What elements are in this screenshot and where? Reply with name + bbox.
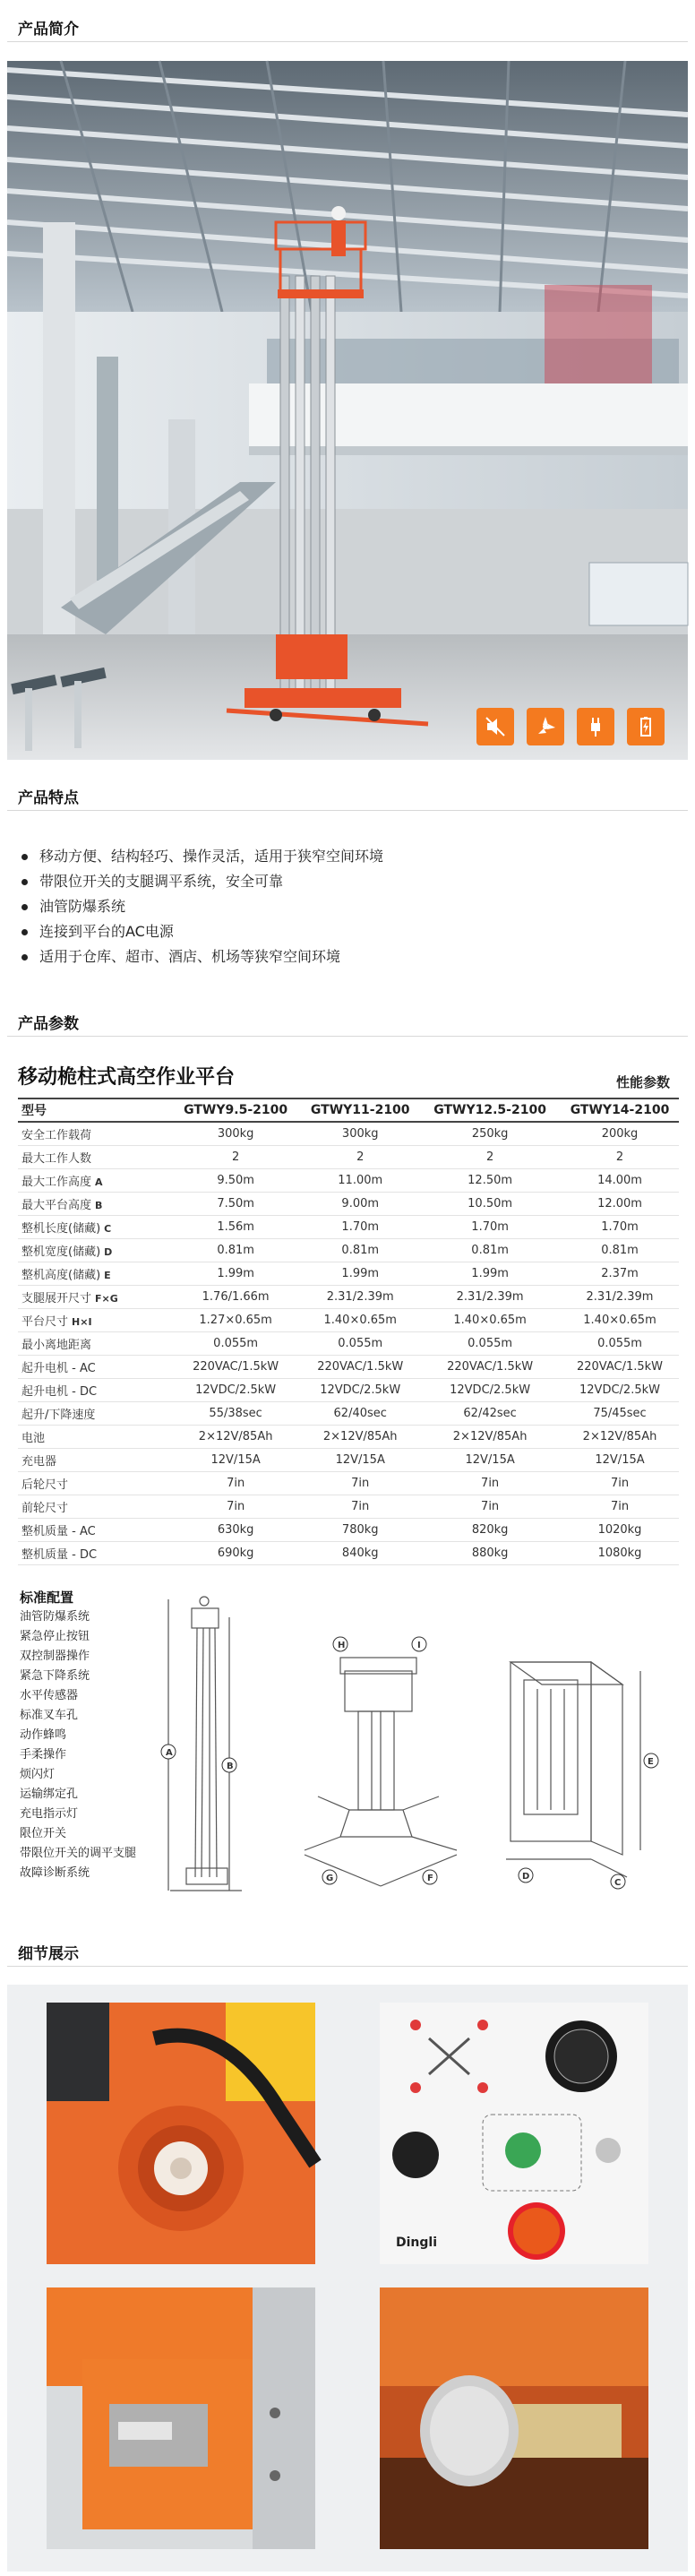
spec-value: 630kg bbox=[170, 1518, 297, 1541]
spec-value: 840kg bbox=[297, 1541, 419, 1564]
spec-value: 14.00m bbox=[557, 1168, 679, 1192]
dimension-marker: D bbox=[104, 1245, 113, 1258]
spec-value: 62/42sec bbox=[419, 1401, 557, 1425]
spec-value: 9.50m bbox=[170, 1168, 297, 1192]
table-row bbox=[18, 1331, 679, 1355]
spec-value: 1.99m bbox=[297, 1262, 419, 1285]
list-item: 移动方便、结构轻巧、操作灵活，适用于狭窄空间环境 bbox=[20, 844, 665, 869]
spec-value: 300kg bbox=[297, 1122, 419, 1145]
spec-value: 2.31/2.39m bbox=[297, 1285, 419, 1308]
spec-label-cell bbox=[18, 1145, 170, 1168]
spec-value: 2×12V/85Ah bbox=[170, 1425, 297, 1448]
diagram-label-d: D bbox=[522, 1872, 530, 1882]
column-header: GTWY11-2100 bbox=[297, 1098, 419, 1122]
dimension-diagrams bbox=[166, 1581, 681, 1922]
section-title: 产品参数 bbox=[18, 1015, 79, 1033]
column-header: GTWY14-2100 bbox=[557, 1098, 679, 1122]
spec-value: 12.50m bbox=[419, 1168, 557, 1192]
spec-label: 安全工作载荷 bbox=[21, 1128, 92, 1142]
spec-value: 1.40×0.65m bbox=[419, 1308, 557, 1331]
divider bbox=[7, 1966, 688, 1967]
dingli-logo: Dingli bbox=[396, 2236, 438, 2250]
diagram-label-h: H bbox=[338, 1641, 346, 1650]
spec-value: 220VAC/1.5kW bbox=[170, 1355, 297, 1378]
spec-value: 1020kg bbox=[557, 1518, 679, 1541]
column-header: 型号 bbox=[18, 1098, 170, 1122]
column-header: GTWY12.5-2100 bbox=[419, 1098, 557, 1122]
spec-value: 7in bbox=[297, 1495, 419, 1518]
spec-value: 1.76/1.66m bbox=[170, 1285, 297, 1308]
dimension-marker: H×I bbox=[72, 1315, 92, 1328]
section-title: 产品特点 bbox=[18, 789, 79, 807]
spec-value: 200kg bbox=[557, 1122, 679, 1145]
spec-label-cell bbox=[18, 1168, 170, 1192]
table-row bbox=[18, 1378, 679, 1401]
spec-value: 9.00m bbox=[297, 1192, 419, 1215]
dimension-marker: B bbox=[95, 1199, 103, 1211]
table-row bbox=[18, 1215, 679, 1238]
spec-value: 0.055m bbox=[297, 1331, 419, 1355]
spec-value: 690kg bbox=[170, 1541, 297, 1564]
spec-value: 2 bbox=[419, 1145, 557, 1168]
spec-label: 电池 bbox=[21, 1431, 46, 1445]
spec-value: 7in bbox=[557, 1495, 679, 1518]
spec-label: 整机高度(储藏) bbox=[21, 1268, 101, 1282]
list-item: 手柔操作 bbox=[20, 1748, 67, 1762]
list-item: 烦闪灯 bbox=[20, 1768, 56, 1781]
diagram-label-a: A bbox=[166, 1748, 173, 1758]
divider bbox=[7, 810, 688, 811]
detail-photo-junction-box bbox=[47, 2287, 315, 2549]
diagram-label-c: C bbox=[614, 1878, 622, 1888]
diagram-label-g: G bbox=[326, 1874, 334, 1883]
spec-label-cell bbox=[18, 1471, 170, 1495]
spec-value: 7in bbox=[557, 1471, 679, 1495]
spec-value: 0.81m bbox=[557, 1238, 679, 1262]
section-header-params bbox=[0, 1005, 695, 1038]
spec-label-cell bbox=[18, 1122, 170, 1145]
spec-label: 最大工作高度 bbox=[21, 1175, 92, 1189]
table-row bbox=[18, 1308, 679, 1331]
table-row bbox=[18, 1448, 679, 1471]
spec-value: 1.40×0.65m bbox=[297, 1308, 419, 1331]
spec-label: 起升电机 - DC bbox=[21, 1384, 98, 1399]
spec-value: 7.50m bbox=[170, 1192, 297, 1215]
spec-value: 1.56m bbox=[170, 1215, 297, 1238]
spec-label-cell bbox=[18, 1401, 170, 1425]
standard-config-title: 标准配置 bbox=[20, 1590, 74, 1606]
list-item: 连接到平台的AC电源 bbox=[20, 919, 665, 944]
table-row bbox=[18, 1541, 679, 1564]
diagram-label-f: F bbox=[427, 1874, 433, 1883]
spec-label: 整机质量 - DC bbox=[21, 1547, 98, 1562]
spec-table bbox=[18, 1098, 679, 1565]
mute-icon bbox=[476, 708, 514, 745]
table-row bbox=[18, 1238, 679, 1262]
spec-value: 2 bbox=[297, 1145, 419, 1168]
spec-value: 780kg bbox=[297, 1518, 419, 1541]
battery-icon bbox=[627, 708, 665, 745]
standard-config bbox=[20, 1588, 181, 1883]
section-header-intro bbox=[0, 11, 695, 43]
spec-label-cell bbox=[18, 1215, 170, 1238]
table-row bbox=[18, 1122, 679, 1145]
diagram-label-e: E bbox=[648, 1757, 654, 1767]
spec-value: 10.50m bbox=[419, 1192, 557, 1215]
section-header-features bbox=[0, 780, 695, 812]
spec-value: 250kg bbox=[419, 1122, 557, 1145]
spec-label-cell bbox=[18, 1285, 170, 1308]
spec-value: 12.00m bbox=[557, 1192, 679, 1215]
table-row bbox=[18, 1168, 679, 1192]
spec-value: 0.81m bbox=[419, 1238, 557, 1262]
spec-label-cell bbox=[18, 1518, 170, 1541]
spec-label: 后轮尺寸 bbox=[21, 1478, 69, 1492]
list-item: 带限位开关的调平支腿 bbox=[20, 1847, 137, 1860]
spec-label-cell bbox=[18, 1448, 170, 1471]
spec-value: 1.70m bbox=[419, 1215, 557, 1238]
spec-value: 820kg bbox=[419, 1518, 557, 1541]
spec-value: 7in bbox=[170, 1471, 297, 1495]
spec-value: 2.31/2.39m bbox=[419, 1285, 557, 1308]
spec-value: 7in bbox=[297, 1471, 419, 1495]
params-title: 移动桅柱式高空作业平台 bbox=[18, 1066, 236, 1089]
list-item: 双控制器操作 bbox=[20, 1650, 90, 1663]
spec-label: 最大平台高度 bbox=[21, 1198, 92, 1212]
divider bbox=[7, 1036, 688, 1037]
spec-value: 0.055m bbox=[170, 1331, 297, 1355]
table-header-row bbox=[18, 1098, 679, 1122]
list-item: 油管防爆系统 bbox=[20, 1610, 90, 1624]
spec-value: 75/45sec bbox=[557, 1401, 679, 1425]
mall-scene bbox=[7, 61, 688, 760]
detail-photo-leveling-leg bbox=[380, 2287, 648, 2549]
spec-value: 7in bbox=[170, 1495, 297, 1518]
spec-value: 0.81m bbox=[170, 1238, 297, 1262]
list-item: 水平传感器 bbox=[20, 1689, 79, 1702]
spec-value: 1.40×0.65m bbox=[557, 1308, 679, 1331]
spec-label: 整机质量 - AC bbox=[21, 1524, 96, 1538]
dimension-marker: E bbox=[104, 1269, 111, 1281]
perf-label: 性能参数 bbox=[616, 1074, 671, 1090]
spec-label: 最小离地距离 bbox=[21, 1338, 92, 1352]
spec-value: 0.055m bbox=[419, 1331, 557, 1355]
spec-value: 1.99m bbox=[419, 1262, 557, 1285]
spec-label-cell bbox=[18, 1495, 170, 1518]
table-row bbox=[18, 1192, 679, 1215]
spec-value: 12V/15A bbox=[557, 1448, 679, 1471]
spec-value: 1.99m bbox=[170, 1262, 297, 1285]
fan-icon bbox=[527, 708, 564, 745]
spec-value: 12VDC/2.5kW bbox=[170, 1378, 297, 1401]
spec-label: 支腿展开尺寸 bbox=[21, 1291, 92, 1305]
list-item: 动作蜂鸣 bbox=[20, 1728, 67, 1742]
spec-value: 7in bbox=[419, 1495, 557, 1518]
spec-label: 最大工作人数 bbox=[21, 1151, 92, 1166]
spec-label: 整机长度(储藏) bbox=[21, 1221, 101, 1236]
spec-value: 880kg bbox=[419, 1541, 557, 1564]
spec-value: 12VDC/2.5kW bbox=[297, 1378, 419, 1401]
table-row bbox=[18, 1355, 679, 1378]
diagram-label-b: B bbox=[227, 1762, 234, 1771]
spec-value: 2.37m bbox=[557, 1262, 679, 1285]
diagram-svg bbox=[166, 1581, 681, 1922]
table-row bbox=[18, 1262, 679, 1285]
list-item: 标准叉车孔 bbox=[20, 1709, 79, 1722]
spec-value: 2.31/2.39m bbox=[557, 1285, 679, 1308]
table-row bbox=[18, 1518, 679, 1541]
spec-value: 2×12V/85Ah bbox=[557, 1425, 679, 1448]
spec-value: 0.055m bbox=[557, 1331, 679, 1355]
spec-value: 220VAC/1.5kW bbox=[557, 1355, 679, 1378]
spec-label-cell bbox=[18, 1238, 170, 1262]
spec-value: 55/38sec bbox=[170, 1401, 297, 1425]
spec-label-cell bbox=[18, 1331, 170, 1355]
table-row bbox=[18, 1471, 679, 1495]
spec-label-cell bbox=[18, 1355, 170, 1378]
spec-value: 1.27×0.65m bbox=[170, 1308, 297, 1331]
spec-label: 平台尺寸 bbox=[21, 1314, 69, 1329]
feature-list bbox=[20, 844, 665, 969]
spec-value: 12VDC/2.5kW bbox=[557, 1378, 679, 1401]
spec-value: 1080kg bbox=[557, 1541, 679, 1564]
spec-value: 220VAC/1.5kW bbox=[297, 1355, 419, 1378]
spec-value: 1.70m bbox=[297, 1215, 419, 1238]
spec-label: 起升/下降速度 bbox=[21, 1408, 96, 1422]
spec-label-cell bbox=[18, 1425, 170, 1448]
spec-value: 1.70m bbox=[557, 1215, 679, 1238]
spec-value: 62/40sec bbox=[297, 1401, 419, 1425]
list-item: 油管防爆系统 bbox=[20, 894, 665, 919]
list-item: 紧急停止按钮 bbox=[20, 1630, 90, 1643]
spec-value: 300kg bbox=[170, 1122, 297, 1145]
diagram-label-i: I bbox=[417, 1641, 421, 1650]
list-item: 运输绑定孔 bbox=[20, 1788, 79, 1801]
dimension-marker: C bbox=[104, 1222, 112, 1235]
section-header-details bbox=[0, 1935, 695, 1968]
table-row bbox=[18, 1285, 679, 1308]
spec-label-cell bbox=[18, 1378, 170, 1401]
spec-label: 前轮尺寸 bbox=[21, 1501, 69, 1515]
spec-value: 7in bbox=[419, 1471, 557, 1495]
section-title: 产品简介 bbox=[18, 21, 79, 39]
table-row bbox=[18, 1401, 679, 1425]
hero-photo bbox=[7, 61, 688, 760]
divider bbox=[7, 41, 688, 42]
list-item: 故障诊断系统 bbox=[20, 1866, 90, 1880]
detail-photo-control-panel bbox=[380, 2003, 648, 2264]
spec-label-cell bbox=[18, 1541, 170, 1564]
spec-value: 2×12V/85Ah bbox=[297, 1425, 419, 1448]
dimension-marker: F×G bbox=[95, 1292, 118, 1305]
spec-value: 11.00m bbox=[297, 1168, 419, 1192]
spec-label: 充电器 bbox=[21, 1454, 57, 1469]
spec-value: 0.81m bbox=[297, 1238, 419, 1262]
spec-label-cell bbox=[18, 1262, 170, 1285]
spec-value: 220VAC/1.5kW bbox=[419, 1355, 557, 1378]
detail-photo-motor bbox=[47, 2003, 315, 2264]
plug-icon bbox=[577, 708, 614, 745]
list-item: 限位开关 bbox=[20, 1827, 67, 1840]
table-row bbox=[18, 1425, 679, 1448]
spec-value: 2 bbox=[170, 1145, 297, 1168]
spec-value: 12V/15A bbox=[170, 1448, 297, 1471]
spec-value: 2×12V/85Ah bbox=[419, 1425, 557, 1448]
section-title: 细节展示 bbox=[18, 1945, 79, 1963]
spec-label-cell bbox=[18, 1308, 170, 1331]
spec-label: 整机宽度(储藏) bbox=[21, 1245, 101, 1259]
spec-value: 12V/15A bbox=[419, 1448, 557, 1471]
table-row bbox=[18, 1145, 679, 1168]
list-item: 紧急下降系统 bbox=[20, 1669, 90, 1683]
column-header: GTWY9.5-2100 bbox=[170, 1098, 297, 1122]
table-row bbox=[18, 1495, 679, 1518]
list-item: 带限位开关的支腿调平系统，安全可靠 bbox=[20, 869, 665, 894]
list-item: 适用于仓库、超市、酒店、机场等狭窄空间环境 bbox=[20, 944, 665, 969]
spec-label: 起升电机 - AC bbox=[21, 1361, 96, 1375]
spec-value: 12VDC/2.5kW bbox=[419, 1378, 557, 1401]
spec-label-cell bbox=[18, 1192, 170, 1215]
list-item: 充电指示灯 bbox=[20, 1807, 79, 1821]
dimension-marker: A bbox=[95, 1176, 103, 1188]
spec-value: 12V/15A bbox=[297, 1448, 419, 1471]
spec-value: 2 bbox=[557, 1145, 679, 1168]
